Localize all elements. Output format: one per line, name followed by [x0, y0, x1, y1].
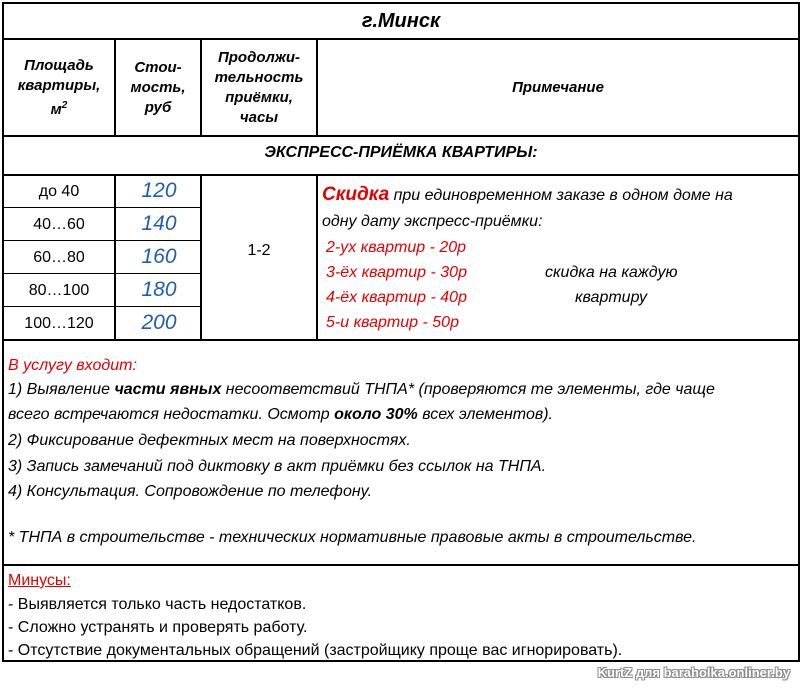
- row-price: 200: [141, 311, 177, 334]
- header-area: Площадь квартиры, $м^2$: [17, 56, 101, 118]
- duration-value: 1-2: [247, 242, 271, 259]
- discount-line1: Скидка при единовременном заказе в одном доме на: [322, 184, 733, 205]
- discount-line2: одну дату экспресс-приёмки:: [322, 213, 543, 230]
- discount-item: 3-ёх квартир - 30р: [326, 264, 467, 281]
- divider: [4, 306, 202, 307]
- service-item: 4) Консультация. Сопровождение по телефону.: [8, 483, 373, 500]
- row-area: 60…80: [33, 249, 85, 266]
- divider: [316, 174, 318, 340]
- minus-item: - Отсутствие документальных обращений (застройщику проще вас игнорировать).: [8, 642, 623, 659]
- discount-side-note: квартиру: [575, 289, 647, 306]
- divider: [4, 207, 202, 208]
- service-heading: В услугу входит:: [8, 357, 137, 374]
- divider: [4, 339, 798, 341]
- row-price: 120: [141, 179, 177, 202]
- service-item: 2) Фиксирование дефектных мест на поверхностях.: [8, 432, 411, 449]
- divider: [4, 174, 798, 176]
- service-item: 1) Выявление части явных несоответствий ТНПА* (проверяются те элементы, где чаще: [8, 381, 715, 398]
- header-note: Примечание: [512, 78, 604, 96]
- discount-item: 4-ёх квартир - 40р: [326, 289, 467, 306]
- header-duration: Продолжи- тельность приёмки, часы: [214, 48, 304, 126]
- discount-side-note: скидка на каждую: [545, 264, 678, 281]
- minus-item: - Выявляется только часть недостатков.: [8, 596, 307, 613]
- divider: [4, 135, 798, 137]
- row-area: 100…120: [24, 315, 94, 332]
- footnote: * ТНПА в строительстве - технических нормативные правовые акты в строительстве.: [8, 529, 697, 546]
- row-area: 40…60: [33, 216, 85, 233]
- divider: [4, 564, 798, 566]
- minuses-heading: Минусы:: [8, 572, 71, 589]
- service-item: 3) Запись замечаний под диктовку в акт приёмки без ссылок на ТНПА.: [8, 458, 547, 475]
- minus-item: - Сложно устранять и проверять работу.: [8, 619, 308, 636]
- row-price: 180: [141, 278, 177, 301]
- watermark: KurtZ для baraholka.onliner.by: [597, 665, 790, 680]
- discount-item: 2-ух квартир - 20р: [326, 239, 467, 256]
- row-price: 160: [141, 245, 177, 268]
- header-cost: Стои- мость, руб: [130, 58, 186, 116]
- page-title: г.Минск: [361, 10, 441, 32]
- discount-item: 5-и квартир - 50р: [326, 314, 459, 331]
- row-price: 140: [141, 212, 177, 235]
- discount-word: Скидка: [322, 184, 390, 205]
- row-area: 80…100: [28, 282, 90, 299]
- divider: [4, 273, 202, 274]
- row-area: до 40: [38, 183, 80, 200]
- divider: [4, 240, 202, 241]
- section-title: ЭКСПРЕСС-ПРИЁМКА КВАРТИРЫ:: [264, 144, 538, 161]
- price-table: [2, 2, 800, 662]
- service-item-continued: всего встречаются недостатки. Осмотр около 30% всех элементов).: [8, 406, 553, 423]
